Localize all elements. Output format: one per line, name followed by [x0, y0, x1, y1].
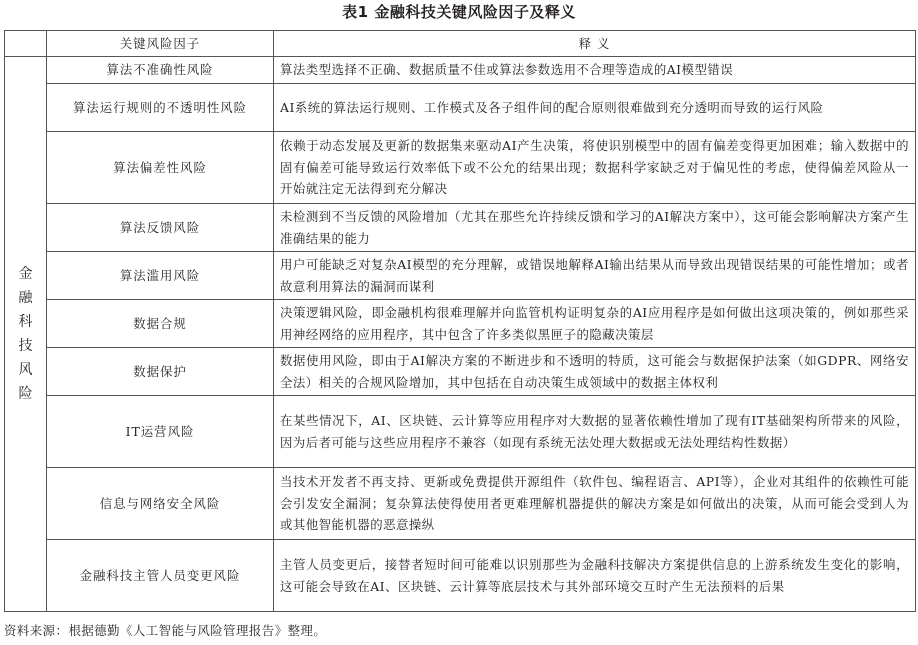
category-cell: [5, 57, 47, 612]
risk-factor: 算法反馈风险: [47, 204, 274, 252]
table-row: [5, 468, 916, 540]
risk-description: 依赖于动态发展及更新的数据集来驱动AI产生决策，将使识别模型中的固有偏差变得更加困难；输入数据中的固有偏差可能导致运行效率低下或不公允的结果出现；数据科学家缺乏对于偏见性的考虑，使得偏差风险从一开始就注定无法得到充分解决: [274, 132, 916, 204]
risk-description: AI系统的算法运行规则、工作模式及各子组件间的配合原则很难做到充分透明而导致的运行风险: [274, 84, 916, 132]
risk-description: 主管人员变更后，接替者短时间可能难以识别那些为金融科技解决方案提供信息的上游系统发生变化的影响，这可能会导致在AI、区块链、云计算等底层技术与其外部环境交互时产生无法预料的后果: [274, 540, 916, 612]
risk-description: 数据使用风险，即由于AI解决方案的不断进步和不透明的特质，这可能会与数据保护法案（如GDPR、网络安全法）相关的合规风险增加，其中包括在自动决策生成领域中的数据主体权利: [274, 348, 916, 396]
header-category: [5, 31, 47, 57]
risk-factor: 金融科技主管人员变更风险: [47, 540, 274, 612]
table-row: [5, 252, 916, 300]
risk-factor-table: [4, 30, 916, 612]
risk-factor: 数据合规: [47, 300, 274, 348]
risk-description: 决策逻辑风险，即金融机构很难理解并向监管机构证明复杂的AI应用程序是如何做出这项决策的，例如那些采用神经网络的应用程序，其中包含了许多类似黑匣子的隐藏决策层: [274, 300, 916, 348]
risk-factor: 算法滥用风险: [47, 252, 274, 300]
header-factor: 关键风险因子: [47, 31, 274, 57]
risk-description: 用户可能缺乏对复杂AI模型的充分理解，或错误地解释AI输出结果从而导致出现错误结果的可能性增加；或者故意利用算法的漏洞而谋利: [274, 252, 916, 300]
risk-description: 当技术开发者不再支持、更新或免费提供开源组件（软件包、编程语言、API等），企业对其组件的依赖性可能会引发安全漏洞；复杂算法使得使用者更难理解机器提供的解决方案是如何做出的决策，从而可能会受到人为或其他智能机器的恶意操纵: [274, 468, 916, 540]
table-row: [5, 204, 916, 252]
category-label: 金融科技风险: [18, 266, 33, 402]
header-description: 释 义: [274, 31, 916, 57]
risk-description: 未检测到不当反馈的风险增加（尤其在那些允许持续反馈和学习的AI解决方案中），这可能会影响解决方案产生准确结果的能力: [274, 204, 916, 252]
risk-description: 算法类型选择不正确、数据质量不佳或算法参数选用不合理等造成的AI模型错误: [274, 57, 916, 84]
risk-factor: 算法不准确性风险: [47, 57, 274, 84]
table-row: [5, 57, 916, 84]
risk-description: 在某些情况下，AI、区块链、云计算等应用程序对大数据的显著依赖性增加了现有IT基础架构所带来的风险，因为后者可能与这些应用程序不兼容（如现有系统无法处理大数据或无法处理结构性数据）: [274, 396, 916, 468]
table-caption: 表1 金融科技关键风险因子及释义: [342, 3, 576, 21]
table-row: [5, 540, 916, 612]
risk-factor: 算法运行规则的不透明性风险: [47, 84, 274, 132]
risk-factor: 数据保护: [47, 348, 274, 396]
risk-factor: IT运营风险: [47, 396, 274, 468]
risk-factor: 算法偏差性风险: [47, 132, 274, 204]
table-row: [5, 396, 916, 468]
table-row: [5, 84, 916, 132]
table-row: [5, 132, 916, 204]
risk-factor: 信息与网络安全风险: [47, 468, 274, 540]
table-row: [5, 348, 916, 396]
table-row: [5, 300, 916, 348]
table-header-row: [5, 31, 916, 57]
source-note: 资料来源：根据德勤《人工智能与风险管理报告》整理。: [4, 623, 327, 638]
